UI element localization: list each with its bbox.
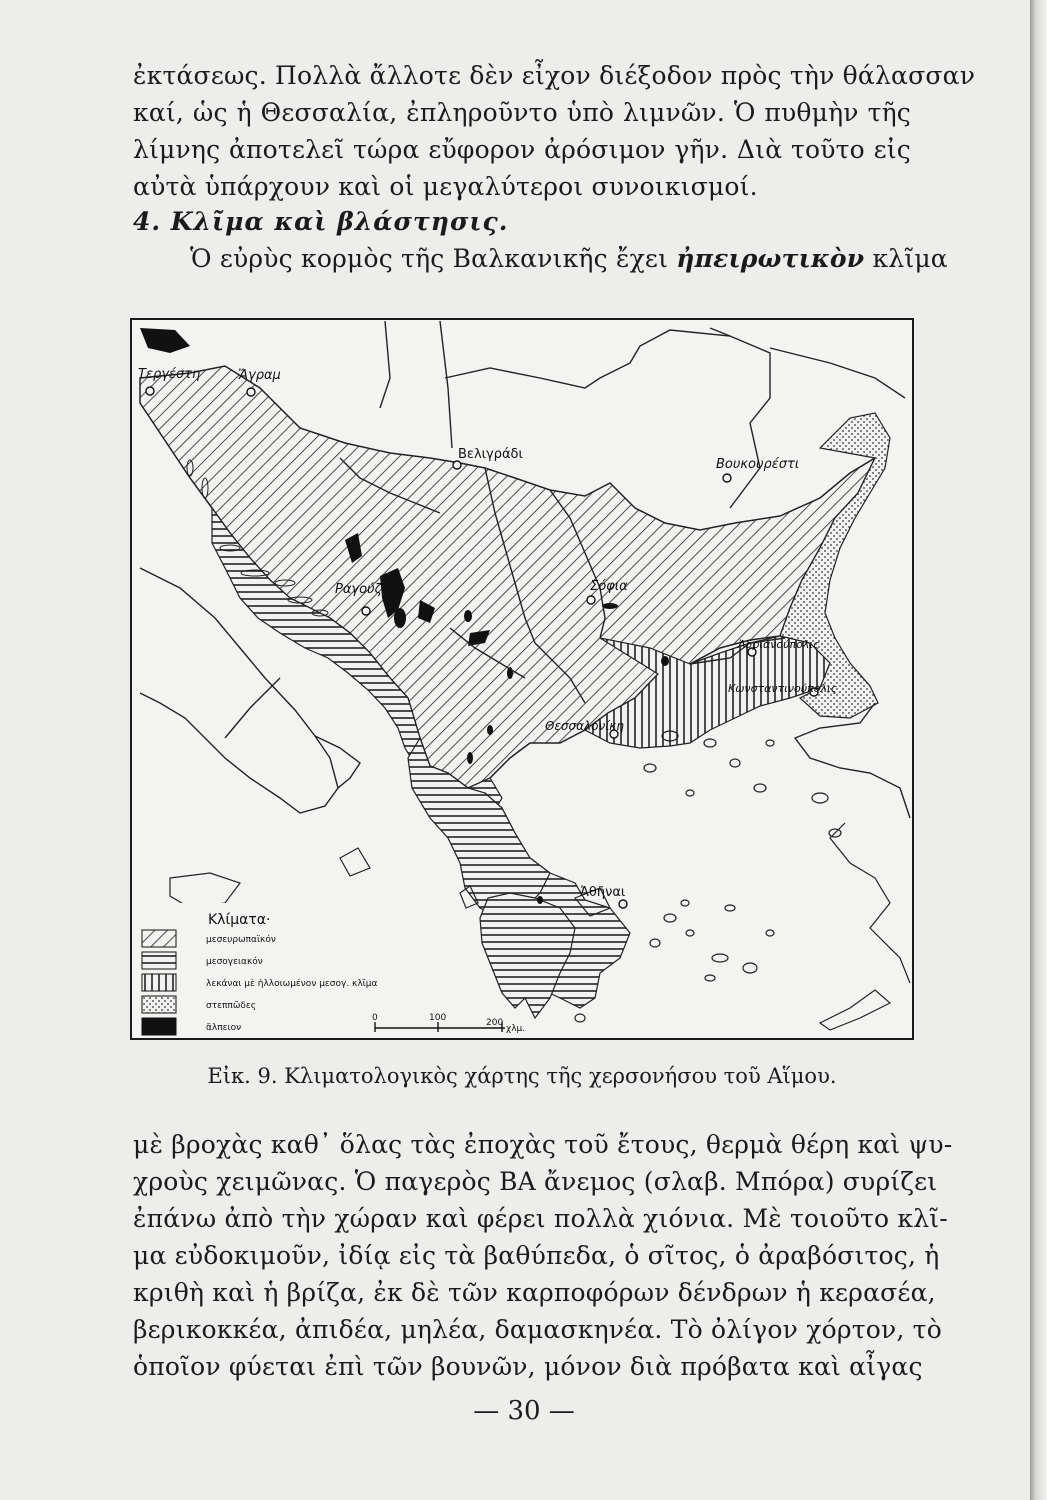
legend-label: μεσευρωπαϊκόν [206, 935, 276, 945]
city-label: Θεσσαλονίκη [545, 719, 624, 733]
city-label: Τεργέστη [138, 367, 201, 382]
text-line: αὐτὰ ὑπάρχουν καὶ οἱ μεγαλύτεροι συνοικισμοί. [133, 172, 758, 201]
text-span: Ὁ εὐρὺς κορμὸς τῆς Βαλκανικῆς ἔχει [190, 244, 677, 273]
text-line: βερικοκκέα, ἀπιδέα, μηλέα, δαμασκηνέα. Τὸ ὀλίγον χόρτον, τὸ [133, 1315, 942, 1344]
figure-caption: Εἰκ. 9. Κλιματολογικὸς χάρτης τῆς χερσονήσου τοῦ Αἵμου. [207, 1064, 837, 1088]
city-label: Βελιγράδι [458, 447, 523, 462]
text-span: κλῖμα [864, 244, 948, 273]
text-line: ἐκτάσεως. Πολλὰ ἄλλοτε δὲν εἶχον διέξοδον πρὸς τὴν θάλασσαν [133, 61, 976, 90]
scale-label: 100 [429, 1013, 447, 1023]
city-label: Ραγούζα [335, 582, 391, 597]
city-label: Κωνσταντινούπολις [728, 682, 838, 695]
page-number: — 30 — [473, 1396, 575, 1426]
page-edge-shadow [1030, 0, 1047, 1500]
emphasis-word: ἠπειρωτικὸν [676, 244, 865, 273]
text-line: κριθὴ καὶ ἡ βρίζα, ἐκ δὲ τῶν καρποφόρων δένδρων ἡ κερασέα, [133, 1278, 936, 1307]
scale-label: 0 [372, 1013, 378, 1023]
scale-label: 200 [486, 1018, 504, 1028]
climate-map [130, 318, 914, 1040]
scale-label: χλμ. [506, 1024, 526, 1034]
legend-label: μεσογειακόν [206, 957, 263, 967]
text-line: μὲ βροχὰς καθ᾽ ὅλας τὰς ἐποχὰς τοῦ ἔτους, θερμὰ θέρη καὶ ψυ- [133, 1130, 953, 1159]
legend-label: στεππῶδες [206, 1001, 257, 1011]
legend-title: Κλίματα· [208, 912, 271, 928]
text-line: μα εὐδοκιμοῦν, ἰδίᾳ εἰς τὰ βαθύπεδα, ὁ σῖτος, ὁ ἀραβόσιτος, ἡ [133, 1241, 940, 1270]
city-label: Ἄγραμ [238, 368, 281, 383]
city-label: Ἀθῆναι [580, 885, 626, 900]
text-line: ἐπάνω ἀπὸ τὴν χώραν καὶ φέρει πολλὰ χιόνια. Μὲ τοιοῦτο κλῖ- [133, 1204, 948, 1233]
section-heading: 4. Κλῖμα καὶ βλάστησις. [133, 207, 509, 236]
city-label: Σόφια [590, 579, 628, 594]
city-label: Ἀδριανούπολις [738, 638, 820, 651]
text-line: καί, ὡς ἡ Θεσσαλία, ἐπληροῦντο ὑπὸ λιμνῶν. Ὁ πυθμὴν τῆς [133, 98, 911, 127]
text-line: ὁποῖον φύεται ἐπὶ τῶν βουνῶν, μόνον διὰ πρόβατα καὶ αἶγας [133, 1352, 923, 1381]
text-line: χροὺς χειμῶνας. Ὁ παγερὸς ΒΑ ἄνεμος (σλαβ. Μπόρα) συρίζει [133, 1167, 938, 1196]
legend-label: λεκάναι μὲ ἠλλοιωμένον μεσογ. κλῖμα [206, 979, 378, 989]
city-label: Βουκουρέστι [716, 457, 800, 472]
text-line: λίμνης ἀποτελεῖ τώρα εὔφορον ἀρόσιμον γῆν. Διὰ τοῦτο εἰς [133, 135, 911, 164]
legend-label: ἄλπειον [206, 1023, 242, 1033]
section-first-line [190, 243, 948, 275]
